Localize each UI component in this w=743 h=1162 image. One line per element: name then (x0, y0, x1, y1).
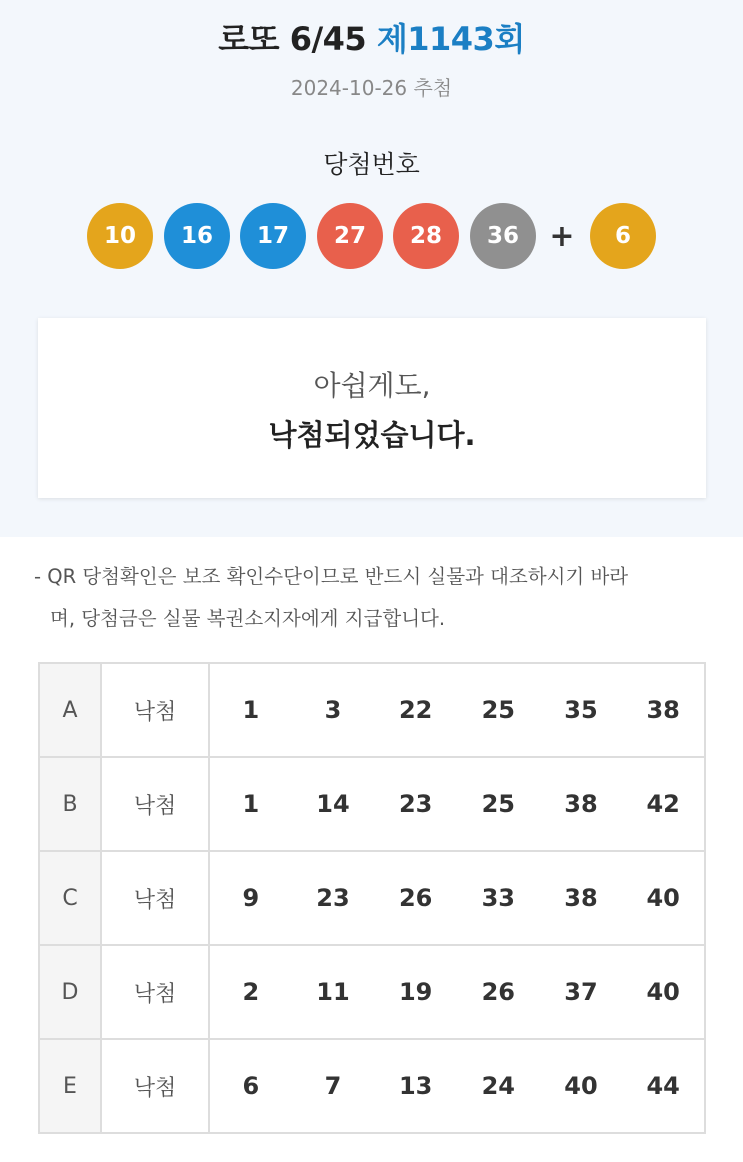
game-number: 37 (540, 945, 623, 1039)
game-number: 6 (209, 1039, 292, 1133)
game-number: 42 (622, 757, 705, 851)
game-number: 26 (374, 851, 457, 945)
game-number: 35 (564, 696, 598, 724)
game-row (39, 1039, 705, 1133)
game-result: 낙첨 (101, 757, 209, 851)
game-number: 22 (398, 696, 433, 724)
game-number: 3 (324, 696, 342, 724)
game-number: 44 (622, 1039, 705, 1133)
notice-line-1: - QR 당첨확인은 보조 확인수단이므로 반드시 실물과 대조하시기 바라 (34, 565, 629, 588)
qr-notice (34, 556, 714, 640)
game-row (39, 757, 705, 851)
plus-sign: + (549, 218, 575, 254)
game-number: 23 (292, 851, 375, 945)
game-result: 낙첨 (101, 945, 209, 1039)
round-number: 제1143회 (376, 20, 525, 58)
game-number: 40 (540, 1039, 623, 1133)
result-card (38, 318, 706, 498)
game-result: 낙첨 (101, 663, 209, 757)
game-number: 38 (540, 851, 623, 945)
title-prefix: 로또 6/45 (218, 20, 367, 58)
game-id: A (39, 663, 101, 757)
game-number: 9 (209, 851, 292, 945)
game-row (39, 851, 705, 945)
game-number: 2 (209, 945, 292, 1039)
game-result: 낙첨 (101, 1039, 209, 1133)
game-number: 13 (374, 1039, 457, 1133)
game-id: E (39, 1039, 101, 1133)
game-number: 23 (374, 757, 457, 851)
result-status: 낙첨되었습니다. (268, 418, 476, 452)
bonus-ball: 6 (590, 203, 656, 269)
game-number: 26 (457, 945, 540, 1039)
winning-ball-5: 28 (393, 203, 459, 269)
winning-section (0, 0, 743, 537)
game-number: 1 (209, 757, 292, 851)
game-number: 19 (374, 945, 457, 1039)
game-id: D (39, 945, 101, 1039)
game-number: 14 (292, 757, 375, 851)
game-number: 33 (457, 851, 540, 945)
game-number: 38 (646, 696, 680, 724)
game-number: 11 (292, 945, 375, 1039)
game-number: 1 (242, 696, 260, 724)
game-number: 38 (540, 757, 623, 851)
page-title (0, 14, 743, 60)
notice-line-2: 며, 당첨금은 실물 복권소지자에게 지급합니다. (50, 607, 446, 630)
game-number: 40 (622, 851, 705, 945)
winning-ball-4: 27 (317, 203, 383, 269)
game-number: 40 (622, 945, 705, 1039)
game-number: 7 (292, 1039, 375, 1133)
game-row (39, 663, 705, 757)
winning-ball-1: 10 (87, 203, 153, 269)
result-message: 아쉽게도, (313, 369, 431, 402)
game-row (39, 945, 705, 1039)
game-id: C (39, 851, 101, 945)
game-number: 25 (481, 696, 515, 724)
winning-numbers-label: 당첨번호 (323, 150, 420, 179)
my-games-table (38, 662, 706, 1134)
game-number: 25 (457, 757, 540, 851)
winning-ball-2: 16 (164, 203, 230, 269)
game-result: 낙첨 (101, 851, 209, 945)
game-id: B (39, 757, 101, 851)
game-number: 24 (457, 1039, 540, 1133)
winning-ball-6: 36 (470, 203, 536, 269)
winning-ball-3: 17 (240, 203, 306, 269)
draw-date: 2024-10-26 추첨 (290, 76, 453, 100)
